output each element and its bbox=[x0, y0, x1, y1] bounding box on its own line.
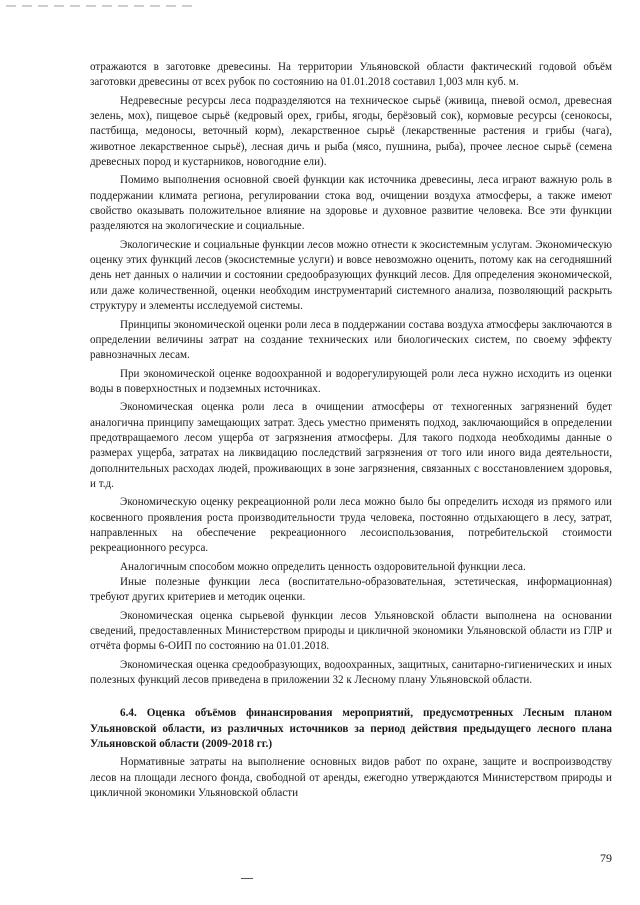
paragraph-5: Принципы экономической оценки роли леса в поддержании состава воздуха атмосферы заключаются в определении величины затрат на создание технических или биологических систем, по своему эффекту равнозначных лесам. bbox=[90, 318, 612, 362]
paragraph-1: отражаются в заготовке древесины. На территории Ульяновской области фактический годовой объём заготовки древесины от всех рубок по состоянию на 01.01.2018 составил 1,003 млн куб. м. bbox=[90, 61, 612, 89]
paragraph-2: Недревесные ресурсы леса подразделяются на техническое сырьё (живица, пневой осмол, древесная зелень, мох), пищевое сырьё (кедровый орех, грибы, ягоды, берёзовый сок), кормовые ресурсы (сенокосы, пастбища, медоносы, веточный корм), лекарственное сырьё (лекарственные растения и грибы (чага), животное лекарственное сырьё), лесная дичь и рыба (мясо, пушнина, рыба), прочее лесное сырьё (семена древесных пород и кустарников, новогодние ели). bbox=[90, 94, 612, 169]
scan-artifact-bottom bbox=[241, 878, 253, 879]
page-number: 79 bbox=[600, 851, 612, 865]
scan-artifact bbox=[6, 5, 196, 7]
paragraph-8: Экономическую оценку рекреационной роли леса можно было бы определить исходя из прямого или косвенного проявления роста производительности труда человека, постоянно отдыхающего в лесу, затрат, направленных на обеспечение рекреационного лесоиспользования, потребительской стоимости рекреационного ресурса. bbox=[90, 496, 612, 555]
section-heading: 6.4. Оценка объёмов финансирования мероприятий, предусмотренных Лесным планом Ульяновской области, из различных источников за период действия предыдущего лесного плана Ульяновской области (2009-2018 гг.) bbox=[90, 707, 612, 751]
paragraph-6: При экономической оценке водоохранной и водорегулирующей роли леса нужно исходить из оценки воды в поверхностных и подземных источниках. bbox=[90, 367, 612, 395]
paragraph-11: Экономическая оценка сырьевой функции лесов Ульяновской области выполнена на основании сведений, предоставленных Министерством природы и цикличной экономики Ульяновской области из ГЛР и отчёта формы 6-ОИП по состоянию на 01.01.2018. bbox=[90, 609, 612, 653]
paragraph-3: Помимо выполнения основной своей функции как источника древесины, леса играют важную роль в поддержании климата региона, регулировании стока вод, очищении воздуха атмосферы, а также имеют свойство оказывать положительное влияние на здоровье и духовное развитие человека. Все эти функции разделяются на экологические и социальные. bbox=[90, 174, 612, 233]
paragraph-4: Экологические и социальные функции лесов можно отнести к экосистемным услугам. Экономическую оценку этих функций лесов (экосистемные услуги) и вовсе невозможно оценить, потому как на сегодняшний день нет данных о наличии и состоянии средообразующих функций лесов. Для определения экономической, или даже количественной, оценки необходим инструментарий системного анализа, позволяющий раскрыть структуру и элементы исследуемой системы. bbox=[90, 238, 612, 313]
paragraph-9: Аналогичным способом можно определить ценность оздоровительной функции леса. bbox=[120, 560, 526, 573]
paragraph-12: Экономическая оценка средообразующих, водоохранных, защитных, санитарно-гигиенических и иных полезных функций лесов приведена в приложении 32 к Лесному плану Ульяновской области. bbox=[90, 658, 612, 687]
paragraph-7: Экономическая оценка роли леса в очищении атмосферы от техногенных загрязнений будет аналогична принципу замещающих затрат. Здесь уместно применять подход, заключающийся в определении предотвращаемого лесом ущерба от загрязнения атмосферы. Для такого подхода необходимы данные о размерах ущерба, затратах на ликвидацию последствий загрязнения от того или иного вида деятельности, дополнительных расходах людей, проживающих в зоне загрязнения, связанных с восстановлением здоровья, и т.д. bbox=[90, 401, 612, 490]
paragraph-last: Нормативные затраты на выполнение основных видов работ по охране, защите и воспроизводству лесов на площади лесного фонда, свободной от аренды, ежегодно утверждаются Министерством природы и цикличной экономики Ульяновской области bbox=[90, 756, 612, 800]
document-body bbox=[90, 60, 612, 801]
paragraph-10: Иные полезные функции леса (воспитательно-образовательная, эстетическая, информационная) требуют других критериев и методик оценки. bbox=[90, 576, 612, 604]
